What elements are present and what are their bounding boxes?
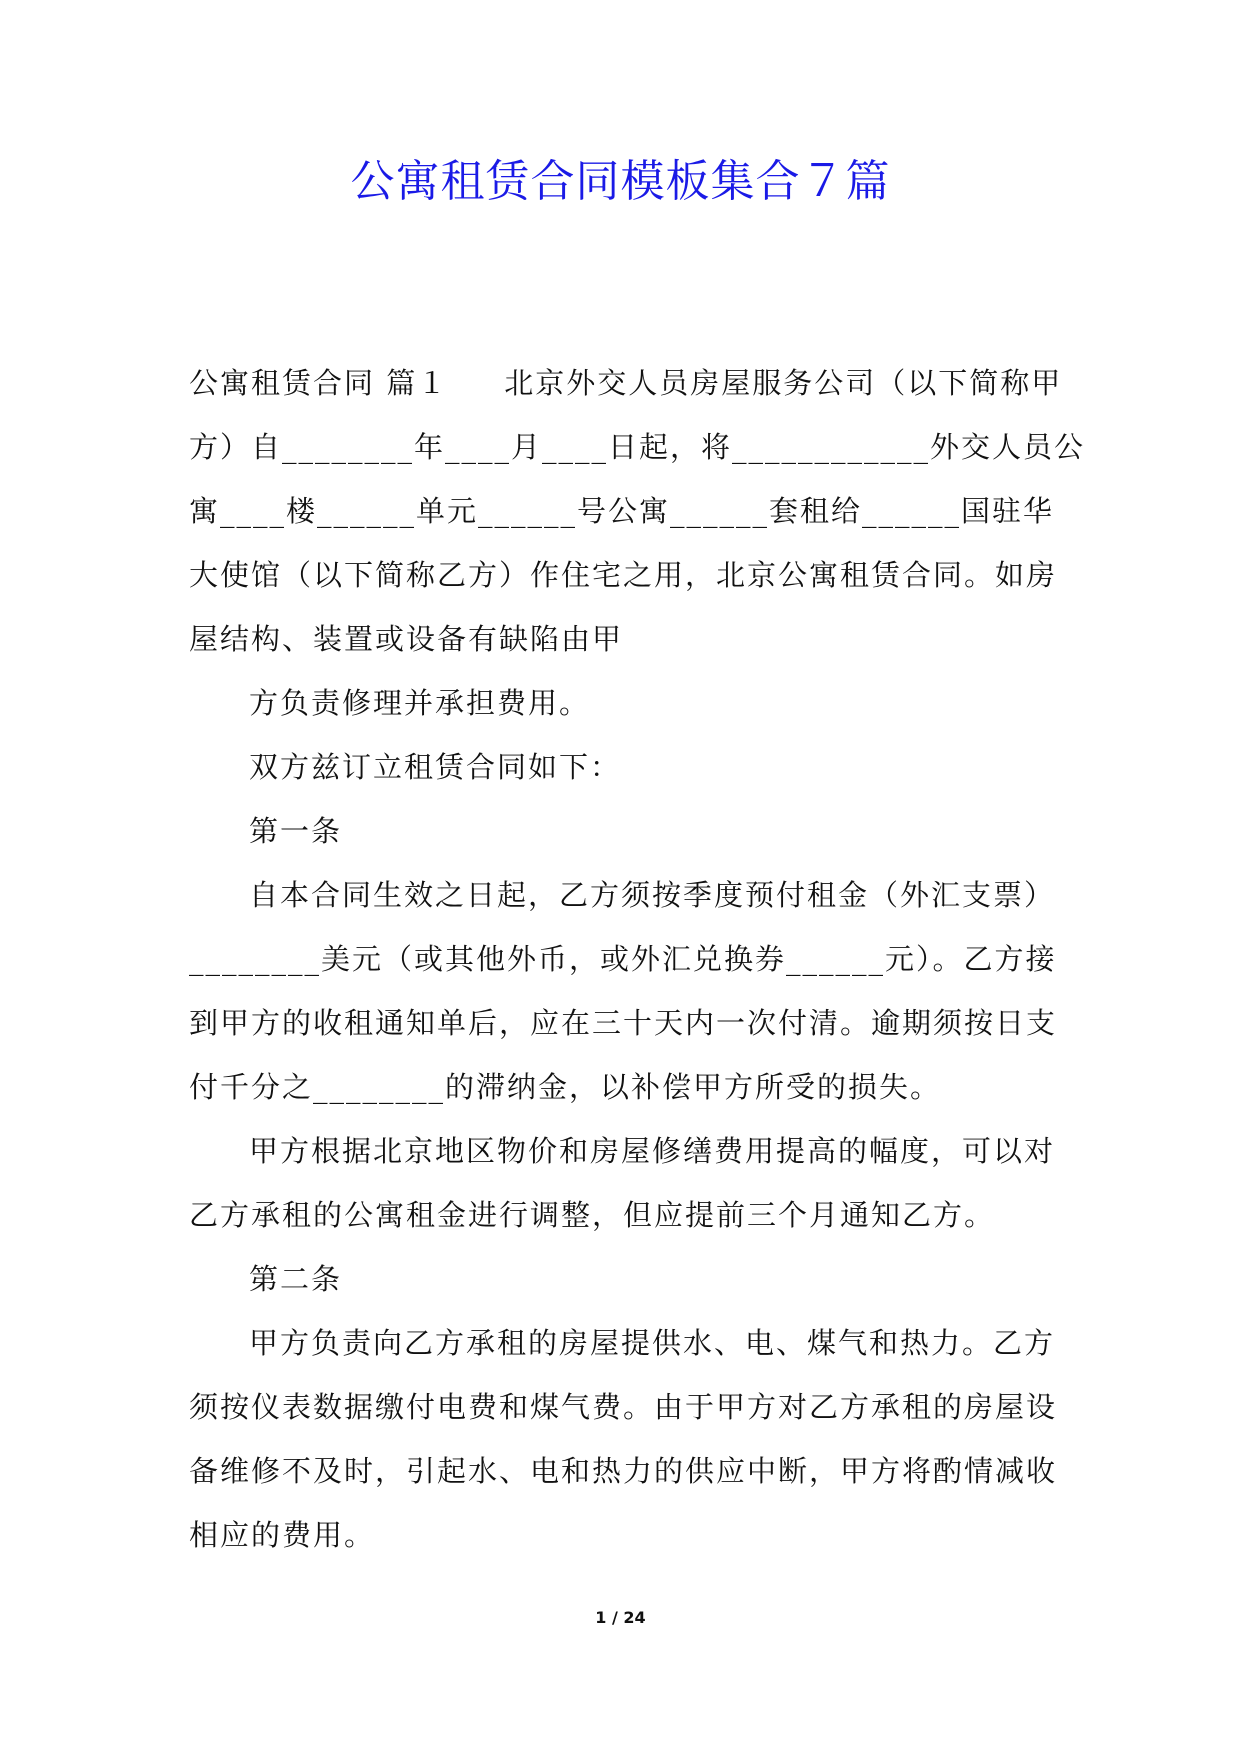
- body-line-17: 须按仪表数据缴付电费和煤气费。由于甲方对乙方承租的房屋设: [189, 1390, 1058, 1424]
- document-body: [189, 351, 1086, 1567]
- body-line-9: 自本合同生效之日起，乙方须按季度预付租金（外汇支票）: [249, 878, 1056, 912]
- body-line-4: 大使馆（以下简称乙方）作住宅之用，北京公寓租赁合同。如房: [189, 558, 1058, 592]
- body-line-7: 双方兹订立租赁合同如下：: [249, 750, 622, 784]
- body-line-19: 相应的费用。: [189, 1518, 376, 1552]
- body-line-1: [189, 351, 1063, 415]
- body-line-12: 付千分之________的滞纳金，以补偿甲方所受的损失。: [189, 1070, 942, 1104]
- body-line-3: 寓____楼______单元______号公寓______套租给______国驻华: [189, 494, 1055, 528]
- body-line-text: 北京外交人员房屋服务公司（以下简称甲: [504, 366, 1063, 400]
- body-line-14: 乙方承租的公寓租金进行调整，但应提前三个月通知乙方。: [189, 1198, 996, 1232]
- body-line-6: 方负责修理并承担费用。: [249, 686, 591, 720]
- document-title: 公寓租赁合同模板集合７篇: [350, 156, 891, 207]
- article-2-heading: 第二条: [249, 1262, 343, 1296]
- body-line-11: 到甲方的收租通知单后，应在三十天内一次付清。逾期须按日支: [189, 1006, 1058, 1040]
- body-line-18: 备维修不及时，引起水、电和热力的供应中断，甲方将酌情减收: [189, 1454, 1058, 1488]
- body-line-2: 方）自________年____月____日起，将____________外交人员公: [189, 430, 1086, 464]
- body-line-13: 甲方根据北京地区物价和房屋修缮费用提高的幅度，可以对: [249, 1134, 1056, 1168]
- body-line-5: 屋结构、装置或设备有缺陷由甲: [189, 622, 624, 656]
- section-heading: 公寓租赁合同 篇１: [189, 366, 449, 400]
- article-1-heading: 第一条: [249, 814, 343, 848]
- body-line-10: ________美元（或其他外币，或外汇兑换券______元）。乙方接: [189, 942, 1057, 976]
- page-number: 1 / 24: [595, 1608, 646, 1627]
- body-line-16: 甲方负责向乙方承租的房屋提供水、电、煤气和热力。乙方: [249, 1326, 1056, 1360]
